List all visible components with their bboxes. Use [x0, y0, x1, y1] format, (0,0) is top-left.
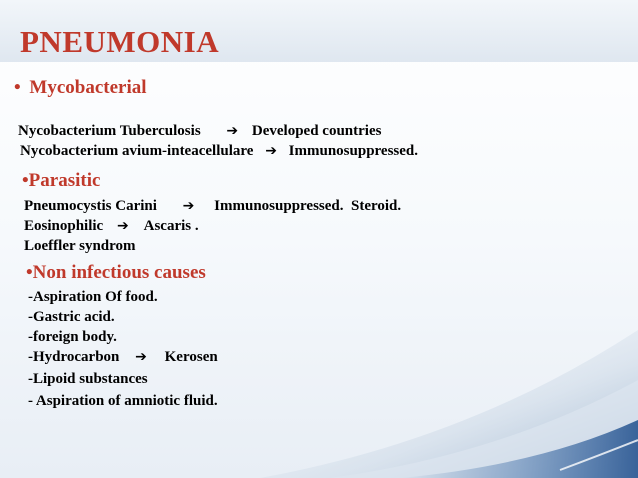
line-avium [20, 142, 418, 161]
line-loeffler [24, 237, 136, 256]
section-heading-parasitic [22, 170, 100, 192]
line-right-text: Immunosuppressed. [288, 143, 419, 159]
line-text: -Aspiration Of food. [28, 289, 158, 305]
line-text: -Lipoid substances [28, 371, 148, 387]
line-right-text: Kerosen [164, 349, 218, 365]
heading-text: Parasitic [28, 170, 101, 191]
right-arrow-icon: ➔ [182, 198, 195, 214]
line-text: -foreign body. [28, 329, 117, 345]
bullet-glyph: • [26, 262, 33, 283]
bullet-glyph: • [22, 170, 29, 191]
line-left-text: -Hydrocarbon [28, 349, 120, 365]
line-amniotic [28, 392, 218, 411]
heading-text: Mycobacterial [29, 77, 147, 98]
line-tuberculosis [18, 122, 381, 141]
line-aspiration-food [28, 288, 158, 307]
line-left-text: Pneumocystis Carini [24, 198, 157, 214]
line-pneumocystis [24, 197, 401, 216]
bullet-glyph: • [14, 77, 21, 98]
line-text: Loeffler syndrom [24, 238, 136, 254]
line-right-text: Immunosuppressed. Steroid. [214, 198, 402, 214]
right-arrow-icon: ➔ [116, 218, 129, 234]
slide-title: PNEUMONIA [20, 24, 220, 59]
line-foreign-body [28, 328, 117, 347]
line-right-text: Developed countries [251, 123, 382, 139]
line-text: -Gastric acid. [28, 309, 115, 325]
right-arrow-icon: ➔ [265, 143, 277, 159]
heading-text: Non infectious causes [32, 262, 206, 283]
line-gastric-acid [28, 308, 115, 327]
right-arrow-icon: ➔ [135, 349, 147, 365]
line-left-text: Eosinophilic [24, 218, 104, 234]
right-arrow-icon: ➔ [226, 123, 239, 139]
line-left-text: Nycobacterium avium-inteacellulare [20, 143, 254, 159]
line-left-text: Nycobacterium Tuberculosis [18, 123, 201, 139]
line-hydrocarbon [28, 348, 218, 367]
line-eosinophilic [24, 217, 199, 236]
line-text: - Aspiration of amniotic fluid. [28, 393, 218, 409]
line-lipoid [28, 370, 148, 389]
section-heading-mycobacterial [14, 77, 147, 99]
line-right-text: Ascaris . [143, 218, 199, 234]
section-heading-non-infectious [26, 262, 206, 284]
